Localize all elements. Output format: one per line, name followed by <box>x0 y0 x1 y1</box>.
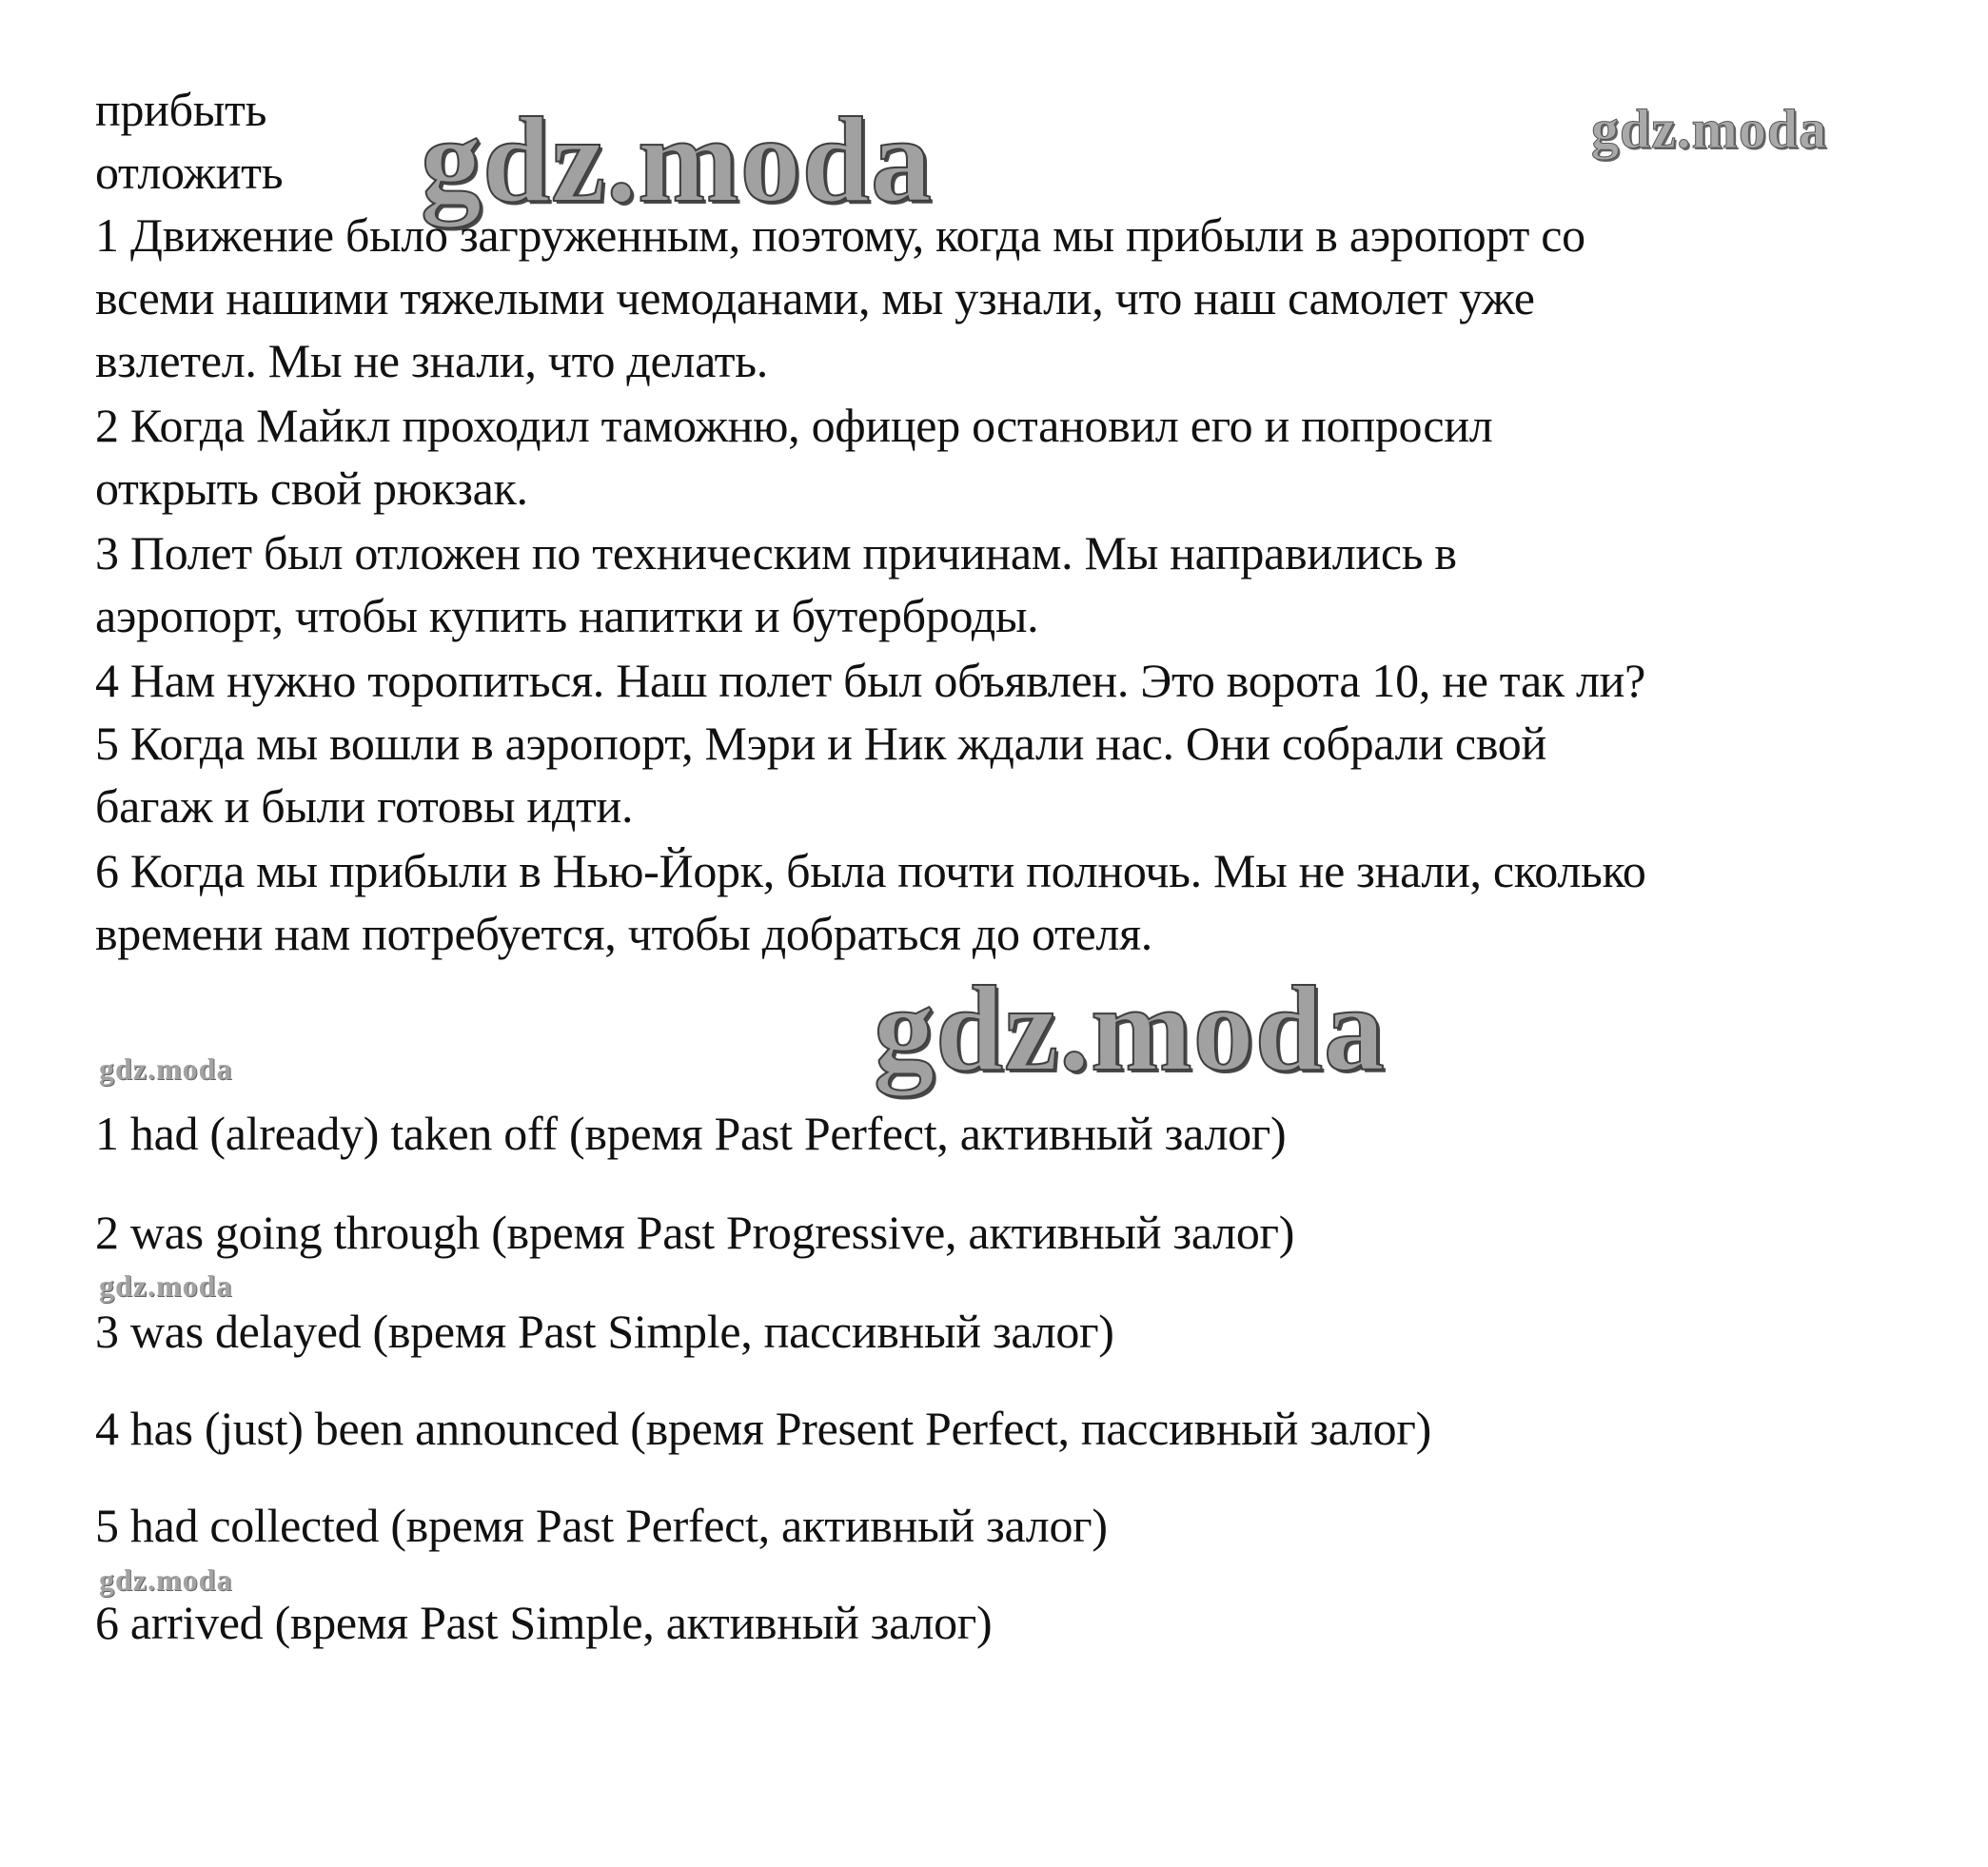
answer-line: 2 was going through (время Past Progressive, активный залог) <box>95 1206 1295 1259</box>
translation-line: взлетел. Мы не знали, что делать. <box>95 334 768 387</box>
translation-line: 3 Полет был отложен по техническим причинам. Мы направились в <box>95 526 1457 580</box>
translation-line: всеми нашими тяжелыми чемоданами, мы узнали, что наш самолет уже <box>95 271 1535 324</box>
answer-line: 1 had (already) taken off (время Past Perfect, активный залог) <box>95 1107 1287 1160</box>
watermark-logo: gdz.moda <box>421 92 933 227</box>
answer-line: 3 was delayed (время Past Simple, пассивный залог) <box>95 1305 1114 1358</box>
vocabulary-word: отложить <box>95 146 284 199</box>
watermark-logo: gdz.moda <box>99 1268 233 1303</box>
translation-line: 6 Когда мы прибыли в Нью-Йорк, была почти полночь. Мы не знали, сколько <box>95 844 1646 897</box>
watermark-logo: gdz.moda <box>99 1051 233 1086</box>
watermark-logo: gdz.moda <box>1591 98 1828 160</box>
translation-line: 4 Нам нужно торопиться. Наш полет был объявлен. Это ворота 10, не так ли? <box>95 654 1646 707</box>
answer-line: 4 has (just) been announced (время Present Perfect, пассивный залог) <box>95 1402 1431 1455</box>
answer-line: 6 arrived (время Past Simple, активный залог) <box>95 1596 993 1649</box>
translation-line: 1 Движение было загруженным, поэтому, когда мы прибыли в аэропорт со <box>95 208 1585 262</box>
vocabulary-word: прибыть <box>95 83 267 136</box>
answer-line: 5 had collected (время Past Perfect, активный залог) <box>95 1499 1108 1552</box>
translation-line: времени нам потребуется, чтобы добраться до отеля. <box>95 907 1152 960</box>
translation-line: аэропорт, чтобы купить напитки и бутерброды. <box>95 589 1039 642</box>
translation-line: открыть свой рюкзак. <box>95 462 528 515</box>
watermark-logo: gdz.moda <box>874 961 1386 1096</box>
translation-line: 5 Когда мы вошли в аэропорт, Мэри и Ник ждали нас. Они собрали свой <box>95 717 1546 770</box>
translation-line: 2 Когда Майкл проходил таможню, офицер остановил его и попросил <box>95 399 1493 452</box>
watermark-logo: gdz.moda <box>99 1562 233 1597</box>
translation-line: багаж и были готовы идти. <box>95 779 634 833</box>
